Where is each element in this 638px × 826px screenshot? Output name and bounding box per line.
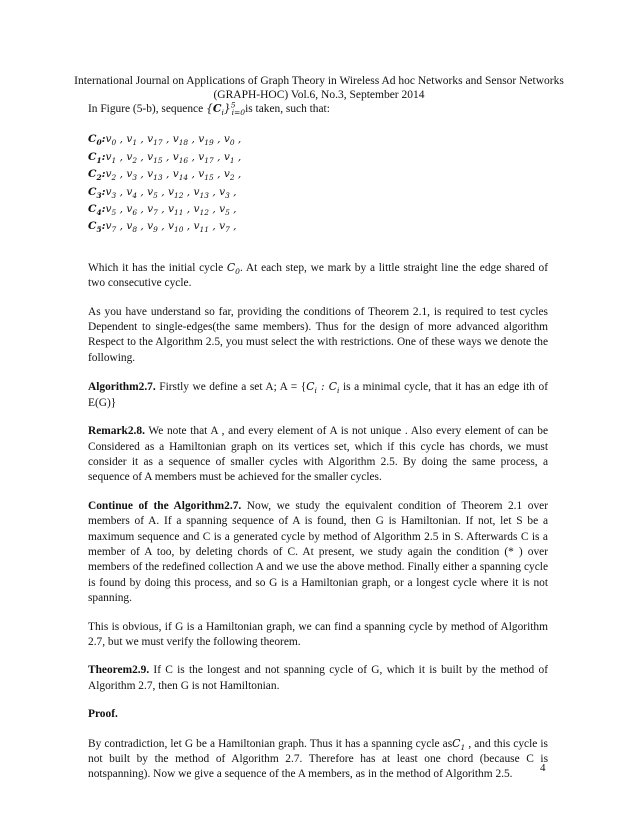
paragraph-theorem-conditions: As you have understand so far, providing the conditions of Theorem 2.1, is required to test cycles Dependent to single-edges(the same members). Thus for the design of more advanced algorithm Respect to the Algorithm 2.5, you must select the with restrictions. One of these ways we denote the following. bbox=[88, 305, 548, 364]
vertex: $v_7$ bbox=[219, 220, 230, 235]
vertex: $v_9$ bbox=[147, 220, 158, 235]
vertex: $v_2$ bbox=[126, 150, 138, 165]
vertex: $v_{15}$ bbox=[147, 150, 163, 165]
vertex: $v_{17}$ bbox=[198, 150, 214, 165]
paragraph-initial-cycle: Which it has the initial cycle $C_0$. At each step, we mark by a little straight line the edge shared of two consecutive cycle. bbox=[88, 260, 548, 290]
vertex: $v_2$ bbox=[223, 168, 235, 183]
cycle-sequence-line: $C_3:v_3$ , $v_4$ , $v_5$ , $v_{12}$ , $v_{13}$ , $v_3$ , bbox=[88, 185, 237, 200]
vertex: $v_{10}$ bbox=[168, 220, 184, 235]
cycle-sequence-line: $C_5:v_7$ , $v_8$ , $v_9$ , $v_{10}$ , $v_{11}$ , $v_7$ , bbox=[88, 220, 237, 235]
algorithm-2-7: Algorithm2.7. Firstly we define a set A; $A = \{C_i$ : $C_i$ is a minimal cycle, that it has an edge ith of E(G)} bbox=[88, 380, 548, 409]
vertex: $v_{19}$ bbox=[198, 133, 214, 148]
vertex: $v_3$ bbox=[126, 168, 138, 183]
vertex: $v_{13}$ bbox=[193, 185, 209, 200]
vertex: $v_5$ bbox=[219, 203, 230, 218]
intro-sentence: In Figure (5-b), sequence $\{C_i\}^5_{i=0}is$ taken, such that: bbox=[88, 100, 330, 118]
cycle-label: $C_4$: bbox=[88, 203, 106, 218]
vertex: $v_{13}$ bbox=[147, 168, 163, 183]
header-journal-title: International Journal on Applications of Graph Theory in Wireless Ad hoc Networks and Sensor Networks bbox=[74, 75, 564, 87]
vertex: $v_{11}$ bbox=[168, 203, 184, 218]
vertex: $v_5$ bbox=[105, 203, 117, 218]
vertex: $v_{16}$ bbox=[172, 150, 189, 165]
continue-algorithm-2-7: Continue of the Algorithm2.7. Now, we study the equivalent condition of Theorem 2.1 over members of A. If a spanning sequence of A is found, then G is Hamiltonian. If not, let S be a maximum sequence and C is a generated cycle by method of Algorithm 2.5 in S. Afterwards C is a member of A too, by deleting chords of C. At present, we study again the condition (* ) over members of the redefined collection A and we use the above method. Finally either a spanning cycle is found by doing this process, and so G is a Hamiltonian graph, or a longest cycle where it is not spanning. bbox=[88, 499, 548, 605]
cycle-label: $C_0$: bbox=[88, 133, 106, 148]
vertex: $v_{12}$ bbox=[168, 185, 184, 200]
vertex: $v_{17}$ bbox=[147, 133, 163, 148]
math-c0: $C_0$ bbox=[226, 260, 240, 276]
paragraph-obvious: This is obvious, if G is a Hamiltonian graph, we can find a spanning cycle by method of Algorithm 2.7, but we must verify the following theorem. bbox=[88, 620, 548, 648]
vertex: $v_8$ bbox=[126, 220, 138, 235]
remark-2-8: Remark2.8. We note that A , and every element of A is not unique . Also every element of can be Considered as a Hamiltonian graph on its vertices set, which if this cycle has chords, we must consider it as a sequence of smaller cycles with Algorithm 2.5. By doing the same process, a sequence of A members must be achieved for the smaller cycles. bbox=[88, 425, 548, 484]
vertex: $v_1$ bbox=[105, 150, 117, 165]
cycle-sequence-line: $C_2:v_2$ , $v_3$ , $v_{13}$ , $v_{14}$ , $v_{15}$ , $v_2$ , bbox=[88, 168, 242, 183]
header-volume-info: (GRAPH-HOC) Vol.6, No.3, September 2014 bbox=[213, 89, 425, 101]
cycle-sequence-line: $C_1:v_1$ , $v_2$ , $v_{15}$ , $v_{16}$ , $v_{17}$ , $v_1$ , bbox=[88, 150, 242, 165]
vertex: $v_{14}$ bbox=[172, 168, 189, 183]
journal-header bbox=[60, 74, 578, 102]
proof-body: By contradiction, let G be a Hamiltonian graph. Thus it has a spanning cycle asC$_1$ , and this cycle is not built by the method of Algorithm 2.7. Therefore has at least one chord (because C is notspanning). Now we give a sequence of the A members, as in the method of Algorithm 2.5. bbox=[88, 736, 548, 781]
body-text bbox=[88, 101, 548, 796]
cycle-sequence-line: $C_0:v_0$ , $v_1$ , $v_{17}$ , $v_{18}$ , $v_{19}$ , $v_0$ , bbox=[88, 133, 242, 148]
vertex: $v_7$ bbox=[147, 203, 158, 218]
cycle-sequence-line: $C_4:v_5$ , $v_6$ , $v_7$ , $v_{11}$ , $v_{12}$ , $v_5$ , bbox=[88, 203, 237, 218]
vertex: $v_5$ bbox=[147, 185, 158, 200]
vertex: $v_3$ bbox=[219, 185, 230, 200]
vertex: $v_0$ bbox=[223, 133, 235, 148]
cycle-label: $C_2$: bbox=[88, 168, 106, 183]
vertex: $v_2$ bbox=[105, 168, 117, 183]
math-ci-set: $C_i$ : $C_i$ bbox=[306, 380, 340, 396]
vertex: $v_7$ bbox=[105, 220, 117, 235]
page-number: 4 bbox=[540, 762, 546, 774]
vertex: $v_4$ bbox=[126, 185, 138, 200]
vertex: $v_6$ bbox=[126, 203, 138, 218]
math-c1: $C_1$ bbox=[452, 736, 466, 752]
proof-heading: Proof. bbox=[88, 708, 118, 721]
cycle-label: $C_1$: bbox=[88, 150, 106, 165]
vertex: $v_{11}$ bbox=[193, 220, 209, 235]
cycle-label: $C_5$: bbox=[88, 220, 106, 235]
vertex: $v_{12}$ bbox=[193, 203, 209, 218]
vertex: $v_{15}$ bbox=[198, 168, 214, 183]
vertex: $v_3$ bbox=[105, 185, 117, 200]
theorem-2-9: Theorem2.9. If C is the longest and not spanning cycle of G, which it is built by the method of Algorithm 2.7, then G is not Hamiltonian. bbox=[88, 664, 548, 692]
sequence-notation: $\{C_i\}^5_{i=0}$ bbox=[205, 100, 246, 118]
vertex: $v_{18}$ bbox=[172, 133, 189, 148]
cycle-label: $C_3$: bbox=[88, 185, 106, 200]
cycle-sequence-list bbox=[88, 131, 548, 235]
vertex: $v_1$ bbox=[126, 133, 138, 148]
vertex: $v_0$ bbox=[105, 133, 117, 148]
vertex: $v_1$ bbox=[223, 150, 235, 165]
